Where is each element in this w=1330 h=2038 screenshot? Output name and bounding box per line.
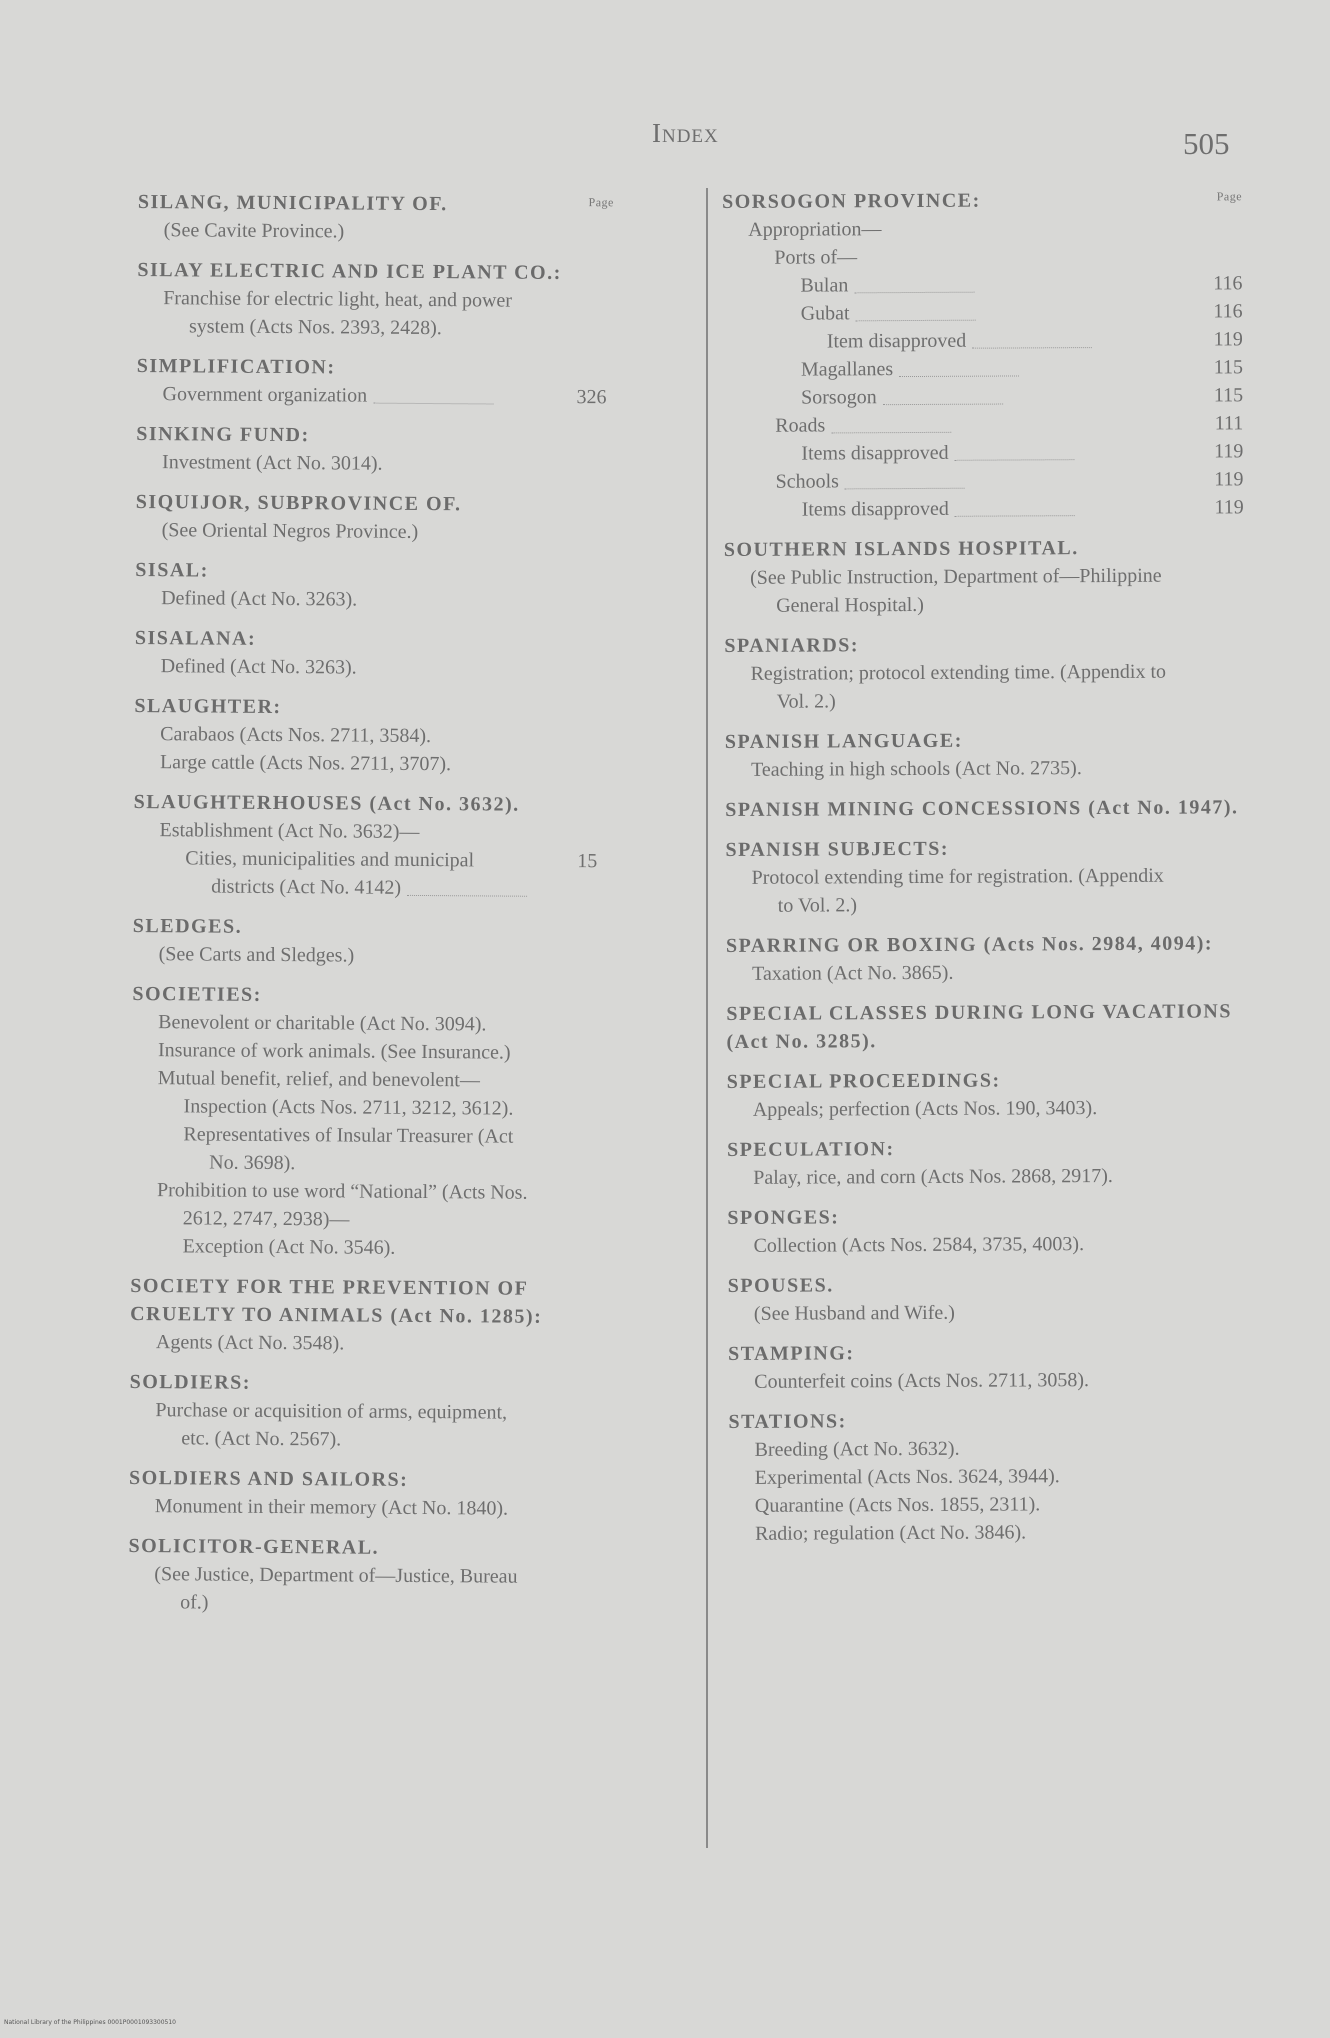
entry-subline [133,844,603,903]
entry-heading: SILAY ELECTRIC AND ICE PLANT CO.: [137,258,562,284]
leader-dots [854,292,974,294]
subline-text: Franchise for electric light, heat, and power system (Acts Nos. 2393, 2428). [163,287,513,340]
entry-subline [724,561,1244,620]
entry-subline [727,1161,1247,1192]
entry-subline [728,1365,1248,1396]
page-reference: 115 [1213,384,1244,407]
entry-subline [137,284,607,343]
entry-heading: SOLDIERS: [129,1370,252,1394]
leader-dots [955,515,1075,517]
index-entry [136,352,606,411]
subline-text: Experimental (Acts Nos. 3624, 3944). [754,1465,1060,1489]
entry-subline [722,241,1242,272]
subline-text: Palay, rice, and corn (Acts Nos. 2868, 2917). [753,1164,1113,1189]
index-entry [727,1065,1247,1124]
entry-subline [136,516,606,547]
entry-subline [726,861,1246,920]
leader-dots [955,459,1075,461]
entry-subline [723,325,1243,356]
entry-heading: SOLDIERS AND SAILORS: [128,1466,409,1491]
subline-text: Roads [775,414,826,437]
subline-text: Ports of— [774,246,858,269]
page-title: Index [652,118,719,148]
entry-heading: SOCIETY FOR THE PREVENTION OF CRUELTY TO ANIMALS (Act No. 1285): [130,1274,543,1328]
index-entry [725,833,1245,920]
entry-subline [725,753,1245,784]
subline-text: Inspection (Acts Nos. 2711, 3212, 3612). [183,1095,514,1120]
page-reference: 119 [1214,440,1244,463]
entry-subline [727,1093,1247,1124]
entry-heading: SLEDGES. [132,914,243,938]
index-entry [129,1368,600,1455]
subline-text: Item disapproved [826,329,967,353]
entry-heading: SPONGES: [727,1206,840,1229]
index-entry [133,788,604,903]
subline-text: Sorsogon [801,386,877,409]
subline-text: Collection (Acts Nos. 2584, 3735, 4003). [753,1233,1085,1257]
entry-subline [723,381,1243,412]
subline-text: Defined (Act No. 3263). [161,587,358,611]
subline-text: Government organization [162,383,368,407]
index-entry [134,692,605,779]
index-entry [728,1405,1249,1548]
entry-subline [132,1036,602,1067]
subline-text: Appeals; perfection (Acts Nos. 190, 3403). [752,1097,1098,1121]
index-entry [135,556,605,615]
entry-subline [723,437,1243,468]
entry-heading: SISAL: [135,558,209,582]
entry-heading: SPANIARDS: [724,634,860,657]
right-index-column [722,185,1249,1560]
entry-subline [723,465,1243,496]
footer-source-note: National Library of the Philippines 0001P0001093300510 [4,2019,176,2026]
column-divider [706,188,708,1848]
entry-heading: SISALANA: [134,626,257,650]
index-entry [728,1269,1248,1328]
index-entry [133,912,603,971]
page-reference: 119 [1214,468,1244,491]
subline-text: Benevolent or charitable (Act No. 3094). [158,1011,487,1036]
entry-heading: SLAUGHTER: [134,694,282,719]
subline-text: (See Oriental Negros Province.) [161,519,419,543]
entry-heading: SPECIAL CLASSES DURING LONG VACATIONS (Act No. 3285). [726,1000,1233,1053]
entry-subline [133,816,603,847]
entry-subline [131,1176,601,1235]
entry-subline [724,493,1244,524]
subline-text: Items disapproved [801,441,949,465]
subline-text: Gubat [800,302,850,325]
subline-text: Quarantine (Acts Nos. 1855, 2311). [754,1493,1041,1517]
page-reference: 111 [1214,412,1244,435]
entry-subline [131,1092,601,1123]
entry-heading: SOLICITOR-GENERAL. [128,1534,380,1559]
entry-heading: SOUTHERN ISLANDS HOSPITAL. [723,537,1079,561]
entry-heading: SIQUIJOR, SUBPROVINCE OF. [135,490,462,516]
leader-dots [845,488,965,490]
index-entry [727,1201,1247,1260]
index-entry [724,629,1244,716]
subline-text: Insurance of work animals. (See Insurance.) [157,1039,511,1064]
subline-text: Prohibition to use word “National” (Acts Nos. 2612, 2747, 2938)— [156,1179,528,1231]
entry-heading: SPECULATION: [726,1138,895,1161]
entry-subline [728,1297,1248,1328]
entry-heading: SPANISH LANGUAGE: [724,729,963,753]
entry-subline [722,213,1242,244]
entry-subline [729,1489,1249,1520]
index-entry [725,793,1245,824]
entry-heading: SOCIETIES: [132,982,262,1006]
leader-dots [899,375,1019,377]
subline-text: (See Cavite Province.) [163,219,345,243]
leader-dots [972,347,1092,349]
index-entry [135,624,605,683]
entry-subline [723,409,1243,440]
entry-subline [131,1232,601,1263]
entry-subline [134,748,604,779]
entry-subline [130,1328,600,1359]
entry-subline [131,1120,601,1179]
subline-text: (See Husband and Wife.) [753,1301,955,1325]
entry-heading: SPECIAL PROCEEDINGS: [726,1069,1001,1093]
entry-subline [132,1064,602,1095]
page-reference: 326 [576,386,607,409]
subline-text: Purchase or acquisition of arms, equipment, etc. (Act No. 2567). [155,1399,508,1451]
entry-subline [135,584,605,615]
subline-text: Defined (Act No. 3263). [160,655,357,679]
left-index-column [128,188,614,1631]
subline-text: Establishment (Act No. 3632)— [159,819,420,843]
subline-text: (See Public Instruction, Department of—Philippine General Hospital.) [749,564,1162,617]
index-entry [129,1464,599,1523]
entry-subline [726,957,1246,988]
subline-text: Large cattle (Acts Nos. 2711, 3707). [159,751,452,776]
index-entry [128,1532,599,1619]
subline-text: Registration; protocol extending time. (Appendix to Vol. 2.) [750,660,1167,713]
index-entry [722,185,1244,524]
subline-text: Radio; regulation (Act No. 3846). [754,1521,1027,1545]
entry-subline [133,940,603,971]
entry-heading: STATIONS: [728,1410,847,1433]
index-entry [726,929,1246,988]
index-entry [136,420,606,479]
subline-text: Monument in their memory (Act No. 1840). [154,1495,509,1520]
index-entry [131,980,603,1263]
subline-text: Mutual benefit, relief, and benevolent— [157,1067,480,1092]
entry-subline [136,380,606,411]
leader-dots [831,432,951,434]
entry-subline [723,297,1243,328]
leader-dots [373,403,493,405]
subline-text: Exception (Act No. 3546). [182,1235,396,1259]
index-entry [138,188,608,247]
subline-text: Bulan [800,274,849,297]
entry-heading: SILANG, MUNICIPALITY OF. [137,190,448,216]
index-entry [726,997,1246,1056]
page-column-label: Page [588,195,614,210]
index-entry [136,488,606,547]
subline-text: (See Carts and Sledges.) [158,943,355,967]
entry-subline [132,1008,602,1039]
page-reference: 119 [1214,496,1244,519]
leader-dots [407,895,527,897]
entry-heading: SPARRING OR BOXING (Acts Nos. 2984, 4094): [725,932,1214,957]
entry-subline [724,657,1244,716]
index-entry [724,533,1244,620]
index-entry [130,1272,601,1359]
entry-subline [128,1560,598,1619]
entry-subline [729,1517,1249,1548]
entry-heading: SINKING FUND: [136,422,310,447]
entry-subline [129,1492,599,1523]
subline-text: Investment (Act No. 3014). [162,451,383,475]
leader-dots [856,320,976,322]
page-column-label: Page [1216,189,1243,204]
entry-subline [727,1229,1247,1260]
subline-text: Magallanes [800,358,894,381]
entry-heading: SPOUSES. [727,1274,834,1297]
index-entry [728,1337,1248,1396]
entry-subline [138,216,608,247]
page-reference: 115 [1213,356,1244,379]
entry-heading: SPANISH MINING CONCESSIONS (Act No. 1947). [725,796,1239,821]
page-header [0,118,1330,161]
entry-heading: SORSOGON PROVINCE: [722,189,981,213]
entry-subline [723,353,1243,384]
subline-text: Agents (Act No. 3548). [155,1331,345,1355]
entry-subline [729,1433,1249,1464]
index-entry [137,256,608,343]
entry-subline [722,269,1242,300]
entry-subline [134,720,604,751]
subline-text: Schools [775,470,839,493]
entry-heading: SLAUGHTERHOUSES (Act No. 3632). [133,790,520,816]
leader-dots [883,404,1003,406]
entry-heading: STAMPING: [728,1342,855,1365]
subline-text: Items disapproved [801,497,949,521]
subline-text: Breeding (Act No. 3632). [754,1437,960,1461]
subline-text: Appropriation— [748,218,882,241]
entry-subline [129,1396,599,1455]
index-entry [725,725,1245,784]
entry-subline [729,1461,1249,1492]
index-entry [727,1133,1247,1192]
subline-text: Teaching in high schools (Act No. 2735). [750,757,1082,781]
subline-text: Taxation (Act No. 3865). [752,961,954,985]
subline-text: (See Justice, Department of—Justice, Bureau of.) [154,1563,518,1614]
entry-heading: SPANISH SUBJECTS: [725,837,950,861]
entry-subline [136,448,606,479]
entry-subline [135,652,605,683]
entry-heading: SIMPLIFICATION: [136,354,336,379]
subline-text: Cities, municipalities and municipal districts (Act No. 4142) [185,847,475,899]
page-number: 505 [1183,126,1230,161]
subline-text: Carabaos (Acts Nos. 2711, 3584). [160,723,432,748]
page-reference: 116 [1213,272,1243,295]
subline-text: Protocol extending time for registration. (Appendix to Vol. 2.) [751,864,1164,917]
page-reference: 119 [1213,328,1243,351]
subline-text: Counterfeit coins (Acts Nos. 2711, 3058). [754,1369,1090,1393]
subline-text: Representatives of Insular Treasurer (Act No. 3698). [183,1123,514,1175]
page-reference: 116 [1213,300,1243,323]
